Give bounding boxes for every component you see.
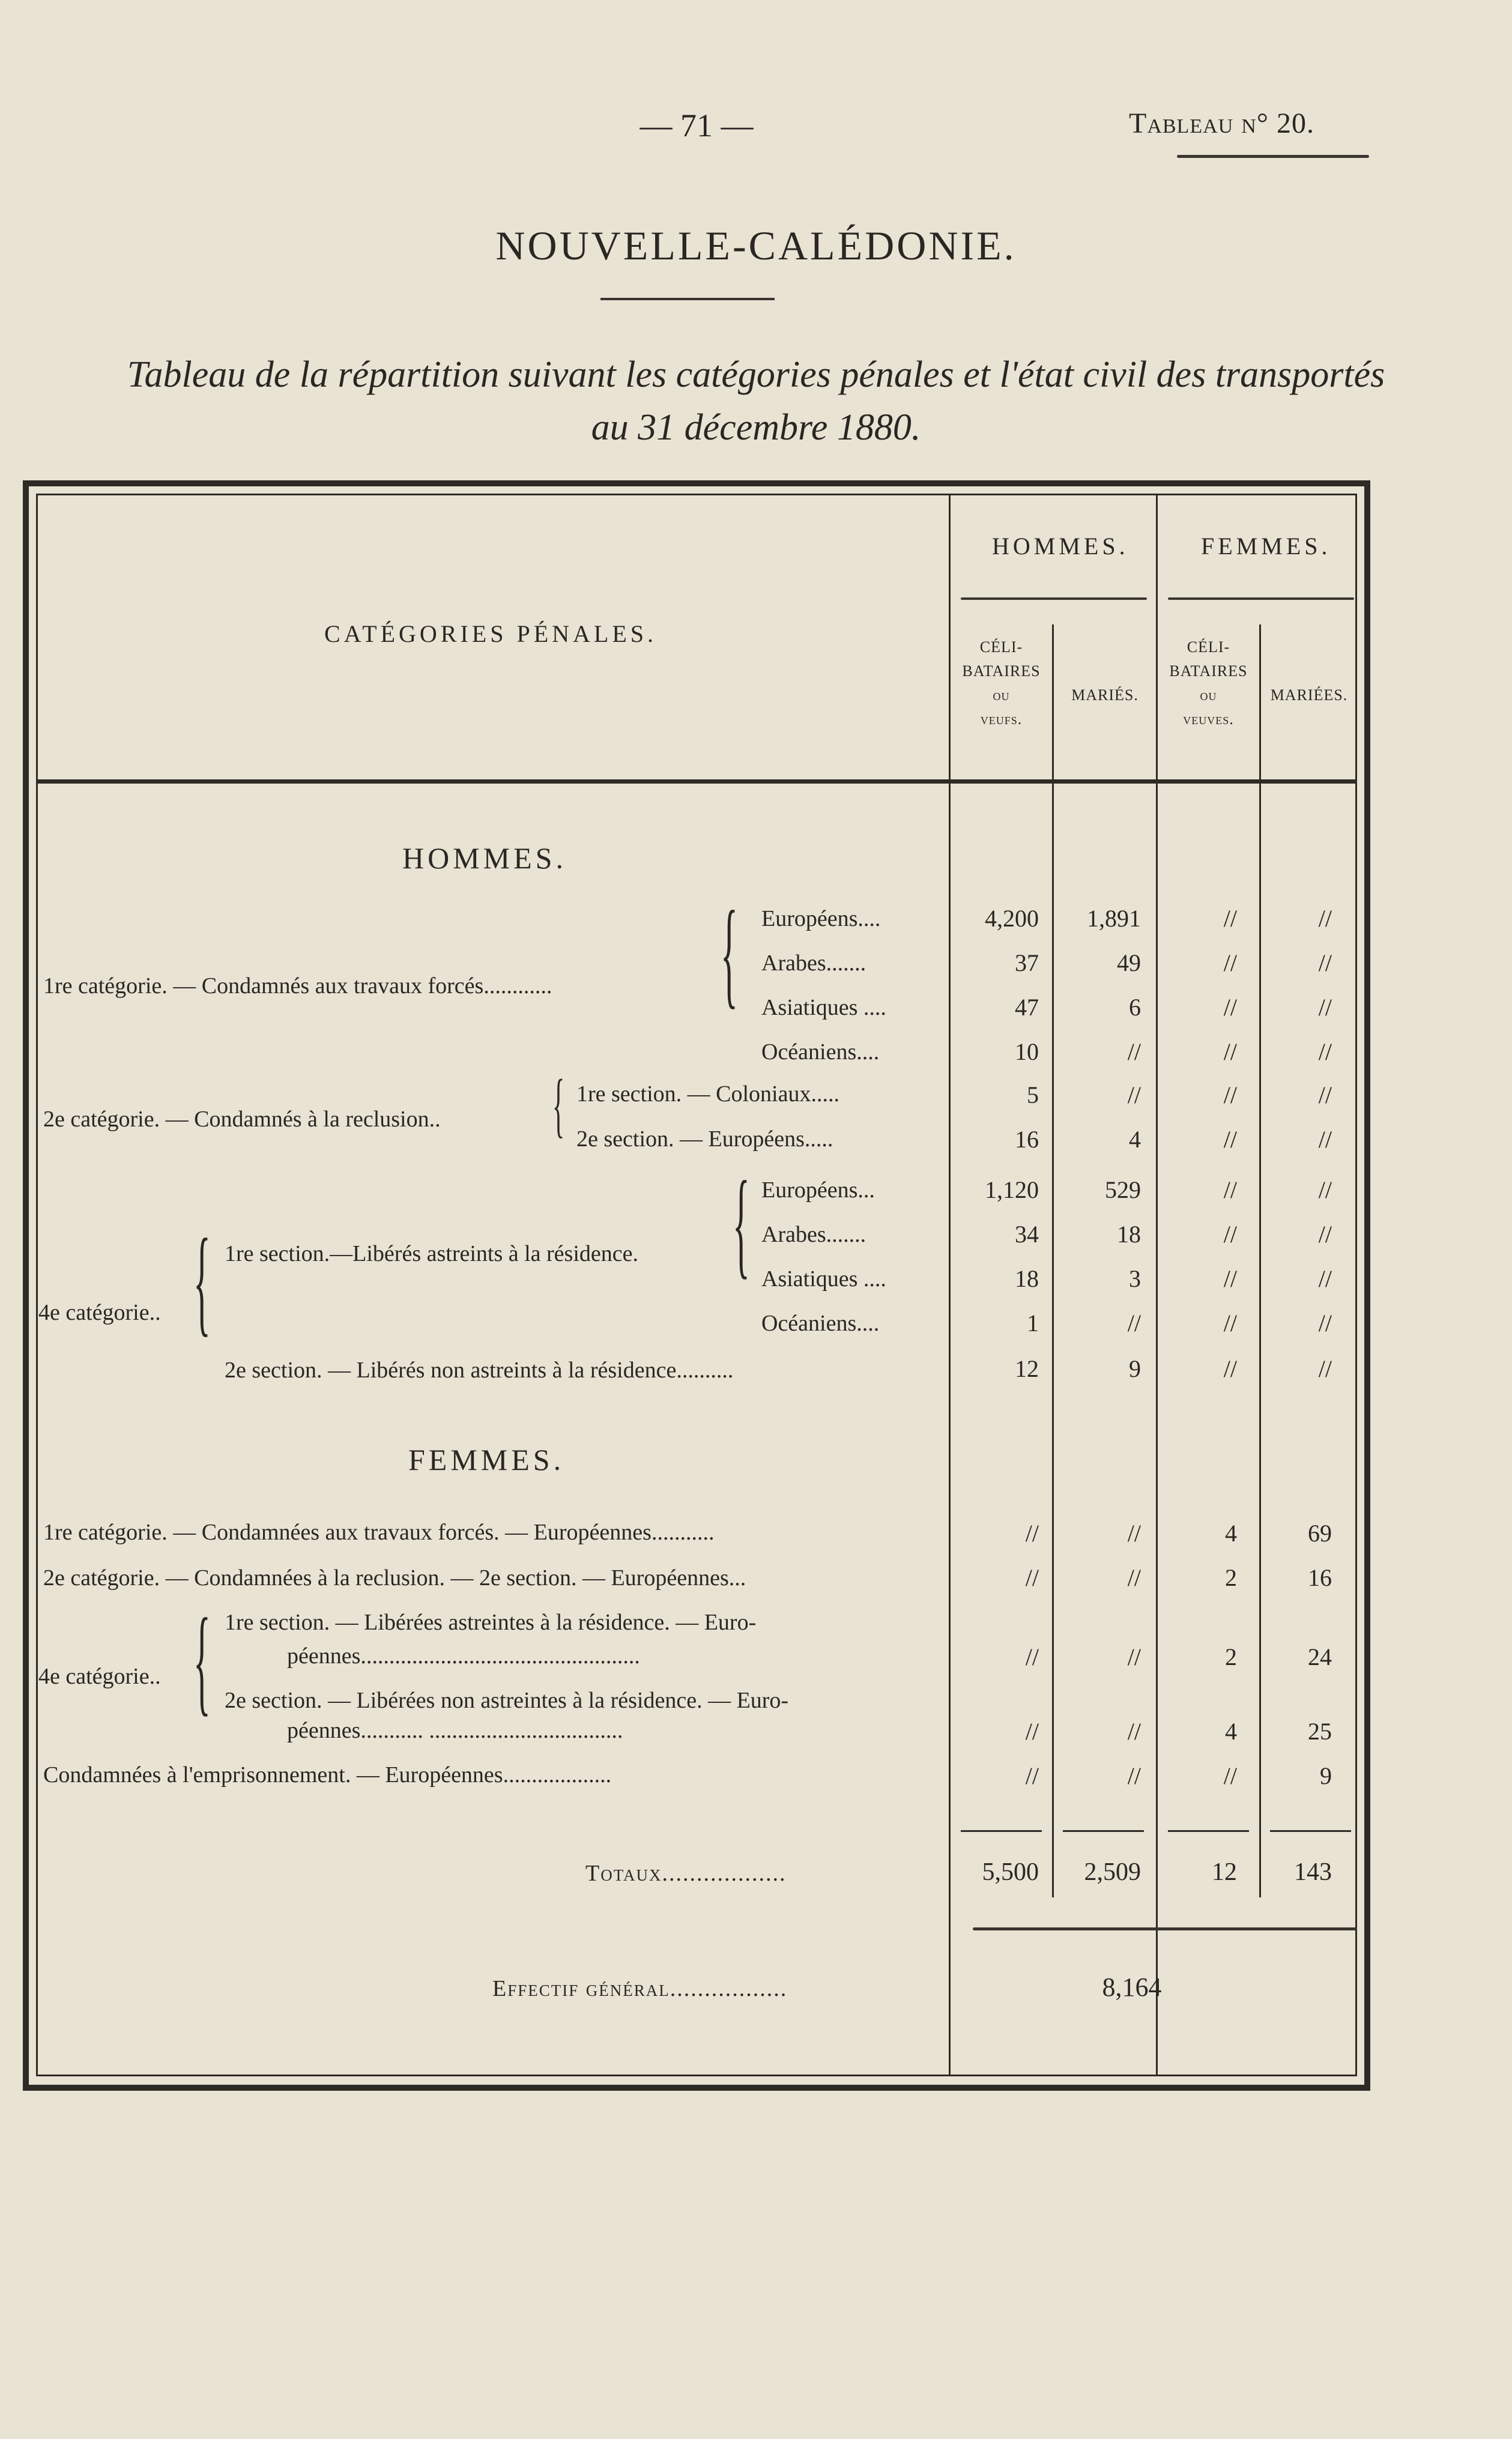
cell-value: // — [1223, 1221, 1237, 1248]
cell-value: // — [1025, 1564, 1039, 1591]
subtitle-line-2: au 31 décembre 1880. — [591, 407, 921, 448]
total-rule — [1063, 1830, 1144, 1832]
cell-value: // — [1223, 994, 1237, 1021]
cell-value: // — [1318, 1221, 1332, 1248]
totaux-label: Totaux.................. — [585, 1861, 787, 1886]
header-f-celibataires: CÉLI- BATAIRES ou veuves. — [1169, 638, 1248, 728]
row-sublabel: Arabes....... — [761, 1222, 866, 1247]
cell-value: 16 — [1308, 1564, 1332, 1591]
cell-value: 12 — [1015, 1355, 1039, 1382]
cell-value: 24 — [1308, 1643, 1332, 1670]
cell-value: 4 — [1129, 1126, 1141, 1153]
cell-value: 2 — [1225, 1564, 1237, 1591]
brace: { — [721, 887, 738, 1020]
header-f-mariees: MARIÉES. — [1270, 686, 1348, 704]
cell-value: // — [1223, 1038, 1237, 1065]
table-reference: Tableau n° 20. — [1129, 107, 1314, 139]
cell-value: 18 — [1015, 1265, 1039, 1292]
row-sublabel: Asiatiques .... — [761, 995, 886, 1020]
cat2-section1: 1re section. — Coloniaux..... — [576, 1081, 839, 1107]
total-value: 143 — [1294, 1858, 1332, 1886]
cell-value: 9 — [1320, 1762, 1332, 1789]
hommes-underline — [961, 597, 1147, 600]
header-h-celibataires: CÉLI- BATAIRES ou veufs. — [962, 638, 1041, 728]
brace: { — [193, 1594, 211, 1727]
cell-value: // — [1223, 905, 1237, 932]
cell-value: 4 — [1225, 1520, 1237, 1547]
totals-underline — [973, 1927, 1357, 1930]
section-femmes: FEMMES. — [408, 1443, 565, 1476]
row-sublabel: Asiatiques .... — [761, 1266, 886, 1292]
header-h-maries: MARIÉS. — [1071, 686, 1139, 704]
cell-value: 37 — [1015, 949, 1039, 976]
femmes-cat4-s1a: 1re section. — Libérées astreintes à la résidence. — Euro- — [225, 1610, 757, 1635]
total-rule — [961, 1830, 1042, 1832]
femmes-cat2-label: 2e catégorie. — Condamnées à la reclusion. — 2e section. — Européennes... — [43, 1565, 746, 1591]
cell-value: // — [1223, 949, 1237, 976]
cell-value: // — [1127, 1643, 1141, 1670]
cat4-section1: 1re section.—Libérés astreints à la résidence. — [225, 1241, 638, 1266]
section-hommes: HOMMES. — [402, 841, 567, 875]
cell-value: // — [1127, 1081, 1141, 1108]
cell-value: // — [1318, 1176, 1332, 1203]
total-rule — [1168, 1830, 1249, 1832]
cell-value: 529 — [1105, 1176, 1141, 1203]
cell-value: 25 — [1308, 1718, 1332, 1745]
cat4-label: 4e catégorie.. — [38, 1300, 161, 1325]
cell-value: 1,120 — [985, 1176, 1039, 1203]
cell-value: // — [1318, 994, 1332, 1021]
cell-value: 9 — [1129, 1355, 1141, 1382]
femmes-cat4-label: 4e catégorie.. — [38, 1664, 161, 1689]
brace: { — [552, 1065, 565, 1144]
reference-underline — [1177, 155, 1369, 158]
cell-value: 18 — [1117, 1221, 1141, 1248]
cell-value: // — [1318, 949, 1332, 976]
cat2-section2: 2e section. — Européens..... — [576, 1126, 833, 1152]
cell-value: 10 — [1015, 1038, 1039, 1065]
cell-value: // — [1127, 1762, 1141, 1789]
cell-value: 1,891 — [1087, 905, 1141, 932]
cat2-label: 2e catégorie. — Condamnés à la reclusion.. — [43, 1107, 441, 1132]
cell-value: // — [1223, 1126, 1237, 1153]
total-value: 5,500 — [982, 1858, 1039, 1886]
femmes-underline — [1168, 597, 1354, 600]
cell-value: 5 — [1027, 1081, 1039, 1108]
cell-value: 1 — [1027, 1310, 1039, 1337]
table-subtitle — [36, 348, 1476, 454]
total-value: 12 — [1212, 1858, 1237, 1886]
cell-value: // — [1318, 905, 1332, 932]
cat4-section2: 2e section. — Libérés non astreints à la résidence.......... — [225, 1358, 734, 1383]
cell-value: // — [1318, 1081, 1332, 1108]
title-divider — [600, 298, 775, 300]
row-sublabel: Océaniens.... — [761, 1039, 880, 1065]
total-rule — [1270, 1830, 1351, 1832]
row-sublabel: Européens... — [761, 1177, 875, 1203]
subtitle-line-1: Tableau de la répartition suivant les catégories pénales et l'état civil des transportés — [127, 354, 1385, 395]
header-hommes: HOMMES. — [992, 533, 1129, 560]
cell-value: 4 — [1225, 1718, 1237, 1745]
cell-value: 2 — [1225, 1643, 1237, 1670]
effectif-label: Effectif général................. — [492, 1976, 788, 2001]
cell-value: // — [1127, 1564, 1141, 1591]
cell-value: 47 — [1015, 994, 1039, 1021]
cell-value: // — [1223, 1310, 1237, 1337]
effectif-value: 8,164 — [1102, 1972, 1162, 2002]
cell-value: // — [1318, 1265, 1332, 1292]
femmes-cat4-s1b: péennes................................................. — [287, 1643, 640, 1669]
total-value: 2,509 — [1084, 1858, 1141, 1886]
column-separator — [1052, 624, 1054, 1897]
cell-value: // — [1318, 1038, 1332, 1065]
cell-value: 4,200 — [985, 905, 1039, 932]
row-sublabel: Arabes....... — [761, 951, 866, 976]
cell-value: // — [1318, 1310, 1332, 1337]
column-separator — [1259, 624, 1261, 1897]
cell-value: 34 — [1015, 1221, 1039, 1248]
cell-value: 69 — [1308, 1520, 1332, 1547]
page-number: — 71 — — [640, 107, 754, 144]
cell-value: // — [1223, 1176, 1237, 1203]
cell-value: // — [1127, 1718, 1141, 1745]
cell-value: 3 — [1129, 1265, 1141, 1292]
cell-value: 16 — [1015, 1126, 1039, 1153]
cell-value: // — [1223, 1265, 1237, 1292]
cell-value: // — [1223, 1355, 1237, 1382]
femmes-emprisonnement-label: Condamnées à l'emprisonnement. — Européennes................... — [43, 1762, 612, 1788]
cell-value: // — [1025, 1643, 1039, 1670]
cell-value: // — [1127, 1038, 1141, 1065]
cat1-label: 1re catégorie. — Condamnés aux travaux forcés............ — [43, 973, 552, 999]
page-title: NOUVELLE-CALÉDONIE. — [495, 223, 1017, 268]
header-categories: CATÉGORIES PÉNALES. — [324, 620, 658, 647]
cell-value: // — [1127, 1310, 1141, 1337]
row-sublabel: Océaniens.... — [761, 1311, 880, 1336]
brace: { — [733, 1157, 750, 1290]
cell-value: // — [1318, 1126, 1332, 1153]
header-femmes: FEMMES. — [1201, 533, 1331, 560]
brace: { — [193, 1215, 211, 1347]
cell-value: // — [1025, 1718, 1039, 1745]
header-bottom-rule — [36, 779, 1357, 784]
cell-value: // — [1025, 1520, 1039, 1547]
femmes-cat1-label: 1re catégorie. — Condamnées aux travaux forcés. — Européennes........... — [43, 1520, 715, 1545]
cell-value: // — [1025, 1762, 1039, 1789]
cell-value: // — [1223, 1762, 1237, 1789]
cell-value: 6 — [1129, 994, 1141, 1021]
cell-value: 49 — [1117, 949, 1141, 976]
row-sublabel: Européens.... — [761, 906, 881, 931]
femmes-cat4-s2b: péennes........... .................................. — [287, 1718, 623, 1743]
cell-value: // — [1127, 1520, 1141, 1547]
cell-value: // — [1223, 1081, 1237, 1108]
cell-value: // — [1318, 1355, 1332, 1382]
femmes-cat4-s2a: 2e section. — Libérées non astreintes à la résidence. — Euro- — [225, 1688, 789, 1713]
